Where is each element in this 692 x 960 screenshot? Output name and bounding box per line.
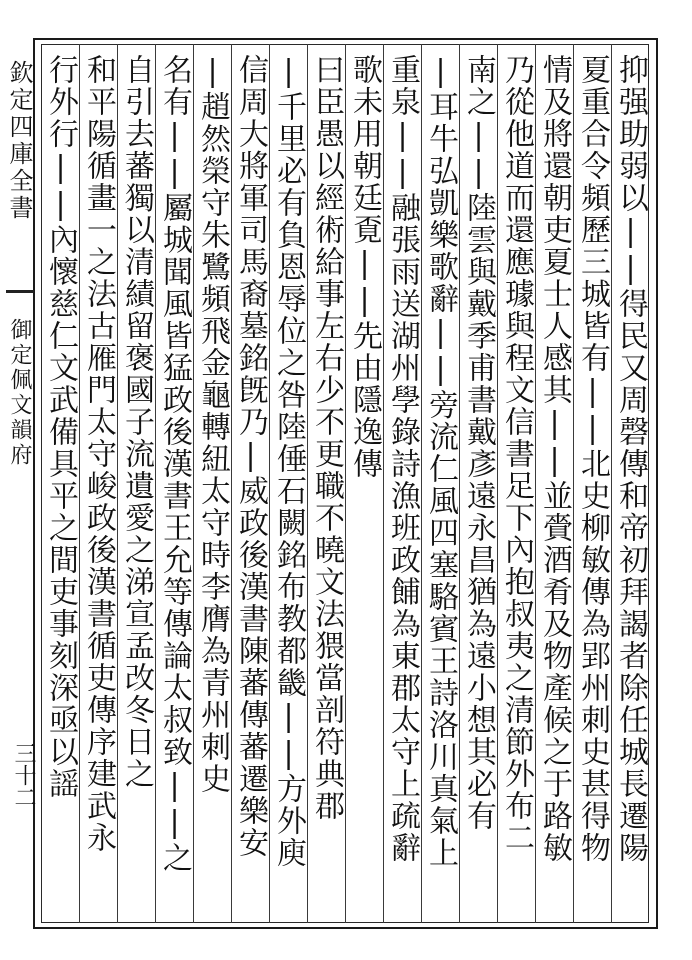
text-column: 南之||陸雲與戴季甫書戴彥遠永昌猶為遠小想其必有 [461, 54, 496, 832]
text-column: 重泉||融張雨送湖州學錄詩漁班政餔為東郡太守上疏辭 [385, 54, 420, 864]
text-column: |趙然榮守朱鷺頻飛金龜轉紐太守時李膺為青州刺史 [195, 54, 230, 795]
column-rule [573, 44, 574, 923]
book-title: 欽定四庫全書 [5, 60, 33, 222]
column-rule [155, 44, 156, 923]
text-column: 信周大將軍司馬裔墓銘旣乃|威政後漢書陳蕃傳蕃遷樂安 [233, 54, 268, 859]
text-column: 曰臣愚以經術給事左右少不更職不曉文法猥當剖符典郡 [309, 54, 344, 822]
page-number: 三十二 [11, 742, 36, 808]
text-column: |耳牛弘凱樂歌辭||旁流仁風四塞駱賓王詩洛川真氣上 [423, 54, 458, 869]
text-column: 名有||屬城聞風皆猛政後漢書王允等傳論太叔致||之 [157, 54, 192, 874]
text-column: 歌未用朝廷覔||先由隱逸傳 [347, 54, 382, 480]
text-column: 自引去蕃獨以清績留褒國子流遺愛之涕宣孟改冬日之 [119, 54, 154, 790]
column-rule [383, 44, 384, 923]
volume-title: 御定佩文韻府 [7, 318, 32, 468]
column-rule [459, 44, 460, 923]
column-rule [193, 44, 194, 923]
column-rule [79, 44, 80, 923]
column-rule [535, 44, 536, 923]
title-separator [6, 290, 34, 293]
column-rule [421, 44, 422, 923]
text-column: 和平陽循畫一之法古雁門太守峻政後漢書循吏傳序建武永 [81, 54, 116, 854]
column-rule [497, 44, 498, 923]
column-rule [269, 44, 270, 923]
text-column: 行外行||內懷慈仁文武備具平之間吏事刻深亟以謡 [43, 54, 78, 800]
column-rule [611, 44, 612, 923]
column-rule [117, 44, 118, 923]
text-column: 乃從他道而還應璩與程文信書足下內抱叔夷之清節外布二 [499, 54, 534, 854]
column-rule [307, 44, 308, 923]
text-column: 情及將還朝吏夏士人感其||並賫酒肴及物產候之于路敏 [537, 54, 572, 864]
column-rule [345, 44, 346, 923]
text-column: 抑强助弱以||得民又周磬傳和帝初拜謁者除任城長遷陽 [613, 54, 648, 864]
text-column: 夏重合令頻歷三城皆有||北史柳敏傳為郢州刺史甚得物 [575, 54, 610, 864]
column-rule [231, 44, 232, 923]
text-column: |千里必有負恩辱位之咎陸倕石闕銘布教都畿||方外庾 [271, 54, 306, 869]
